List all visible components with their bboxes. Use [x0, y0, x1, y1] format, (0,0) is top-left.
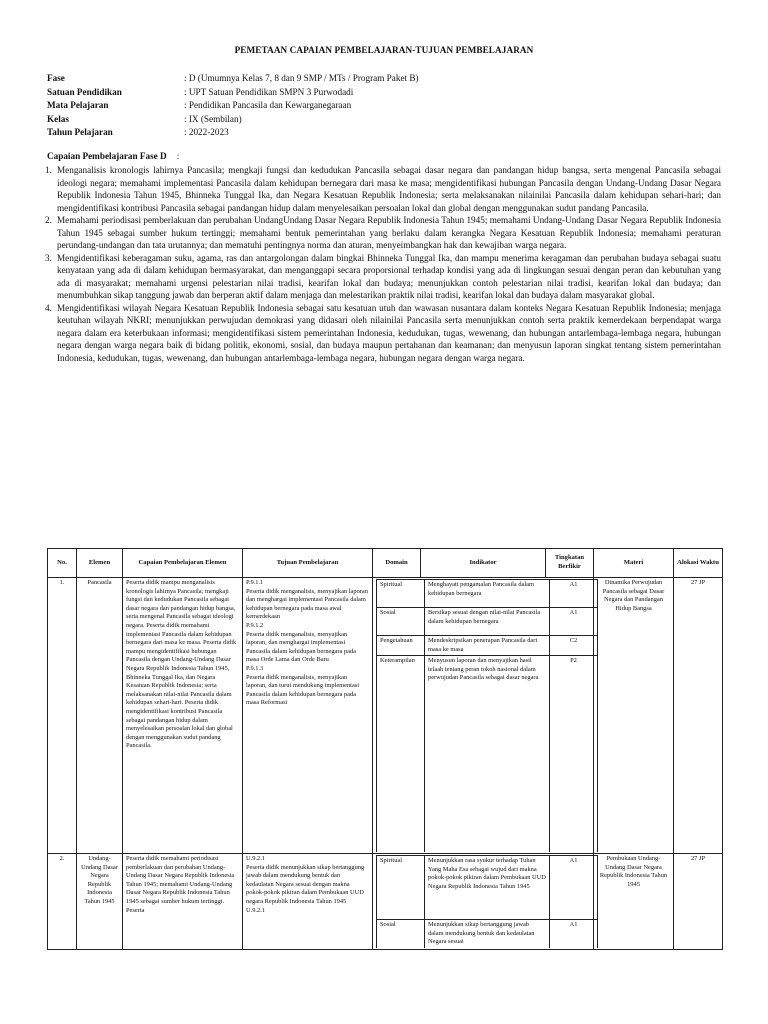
table-row [48, 578, 723, 854]
info-satuan-pendidikan: Satuan Pendidikan : UPT Satuan Pendidikan SMPN 3 Purwodadi [47, 86, 354, 97]
domain-row: Sosial Menunjukkan sikap bertanggung jawab dalam mendukung bentuk dan kedaulatan Negara sesuai A1 [377, 920, 598, 948]
domain-row: Spiritual Menunjukkan rasa syukur terhadap Tuhan Yang Maha Esa sebagai wujud dari makna pokok-pokok pikiran dalam Pembukaan UUD Negara Republik Indonesia Tahun 1945 A1 [377, 856, 598, 920]
cp-item: 3. Mengidentifikasi keberagaman suku, agama, ras dan antargolongan dalam bingkai Bhinneka Tunggal Ika, dan mampu menerima keragaman dan perubahan budaya sebagai suatu kenyataan yang ada di dalam kehidupan bermasyarakat, dan menganggapi secara proporsional terhadap kondisi yang ada di lingkungan sesuai dengan peran dan kebutuhan yang ada di masyarakat; memahami urgensi pelestarian nilai tradisi, kearifan lokal dan budaya; menunjukkan contoh pelestarian nilai tradisi, kearifan lokal dan budaya; dan menumbuhkan sikap tanggung jawab dan berperan aktif dalam menjaga dan melestarikan praktik nilai tradisi, kearifan lokal dan budaya dalam masyarakat global. [45, 252, 721, 300]
mapping-table [47, 548, 723, 950]
cell-cp: Peserta didik memahami periodisasi pemberlakuan dan perubahan Undang-Undang Dasar Negara Republik Indonesia Tahun 1945; memahami Undang-Undang Dasar Negara Republik Indonesia Tahun 1945 sebagai sumber hukum tertinggi. Peserta [123, 854, 243, 950]
cp-list [31, 164, 721, 364]
cell-materi: Pembukaan Undang-Undang Dasar Negara Republik Indonesia Tahun 1945 [594, 854, 674, 950]
cell-waktu: 27 JP [674, 578, 723, 854]
cell-tp: P.9.1.1 Peserta didik menganalisis, menyajikan laporan dan menghargai implementasi Pancasila dalam kehidupan bernegara pada masa awal kemerdekaan P.9.1.2 Peserta didik menganalisis, menyajikan laporan, dan menghargai implementasi Pancasila dalam kehidupan bernegara pada masa Orde Lama dan Orde Baru P.9.1.3 Peserta didik menganalisis, menyajikan laporan, dan turut mendukung implementasi Pancasila dalam kehidupan bernegara pada masa Reformasi [243, 578, 373, 854]
domain-row: Spiritual Menghayati pengamalan Pancasila dalam kehidupan bernegara A1 [377, 580, 598, 608]
info-kelas: Kelas : IX (Sembilan) [47, 113, 242, 124]
cell-tp: U.9.2.1 Peserta didik menunjukkan sikap bertanggung jawab dalam mendukung bentuk dan kedaulatan Negara sesuai dengan makna pokok-pokok pikiran dalam Pembukaan UUD negara Republik Indonesia Tahun 1945 U.9.2.1 [243, 854, 373, 950]
domain-row: Keterampilan Menyusun laporan dan menyajikan hasil telaah tentang peran tokoh nasional dalam perwujudan Pancasila sebagai dasar negara P2 [377, 656, 598, 852]
domain-subtable [376, 855, 598, 948]
header-cp-elemen: Capaian Pembelajaran Elemen [123, 549, 243, 578]
cp-item: 2. Memahami periodisasi pemberlakuan dan perubahan UndangUndang Dasar Negara Republik Indonesia Tahun 1945; memahami Undang-Undang Dasar Negara Republik Indonesia Tahun 1945 sebagai sumber hukum tertinggi; memahami bentuk pemerintahan yang berlaku dalam kerangka Negara Kesatuan Republik Indonesia; memahami peraturan perundang-undangan dan tata urutannya; dan mematuhi pentingnya norma dan aturan, menyeimbangkan hak dan kewajiban warga negara. [45, 215, 721, 250]
header-materi: Materi [594, 549, 674, 578]
domain-subtable [376, 579, 598, 852]
header-tujuan: Tujuan Pembelajaran [243, 549, 373, 578]
cell-domain-group [373, 854, 594, 950]
header-indikator: Indikator [421, 549, 546, 578]
info-tahun-pelajaran: Tahun Pelajaran : 2022-2023 [47, 127, 229, 138]
document-title: PEMETAAN CAPAIAN PEMBELAJARAN-TUJUAN PEMBELAJARAN [234, 45, 534, 55]
info-mata-pelajaran: Mata Pelajaran : Pendidikan Pancasila dan Kewarganegaraan [47, 100, 352, 111]
header-tingkatan: Tingkatan Berfikir [546, 549, 594, 578]
cp-heading: Capaian Pembelajaran Fase D : [47, 151, 180, 161]
document-info [47, 72, 419, 140]
cell-elemen: Undang-Undang Dasar Negara Republik Indonesia Tahun 1945 [77, 854, 123, 950]
cell-no: 1. [48, 578, 77, 854]
cell-domain-group [373, 578, 594, 854]
header-domain: Domain [373, 549, 421, 578]
info-fase: Fase : D (Umumnya Kelas 7, 8 dan 9 SMP / MTs / Program Paket B) [47, 73, 419, 83]
table-row [48, 854, 723, 950]
header-alokasi: Alokasi Waktu [674, 549, 723, 578]
header-elemen: Elemen [77, 549, 123, 578]
table-header-row [48, 549, 723, 578]
cp-item: 1. Menganalisis kronologis lahirnya Pancasila; mengkaji fungsi dan kedudukan Pancasila sebagai dasar negara dan pandangan hidup bangsa, serta mengenal Pancasila sebagai ideologi negara; memahami implementasi Pancasila dalam kehidupan bernegara dari masa ke masa; mengidentifikasi hubungan Pancasila dengan Undang-Undang Dasar Negara Republik Indonesia Tahun 1945, Bhinneka Tunggal Ika, dan Negara Kesatuan Republik Indonesia; serta melaksanakan nilainilai Pancasila dalam kehidupan sehari-hari; dan mengidentifikasi kontribusi Pancasila sebagai pandangan hidup dalam menyelesaikan persoalan lokal dan global dengan menggunakan sudut pandang Pancasila. [45, 165, 721, 213]
cell-materi: Dinamika Perwujudan Pancasila sebagai Dasar Negara dan Pandangan Hidup Bangsa [594, 578, 674, 854]
cp-item: 4. Mengidentifikasi wilayah Negara Kesatuan Republik Indonesia sebagai satu kesatuan utuh dan wawasan nusantara dalam konteks Negara Kesatuan Republik Indonesia; menjaga keutuhan wilayah NKRI; menunjukkan perwujudan demokrasi yang didasari oleh nilainilai Pancasila serta menunjukkan contoh serta praktik kemerdekaan berpendapat warga negara dalam era keterbukaan informasi; mengidentifikasi sistem pemerintahan Indonesia, kedudukan, tugas, wewenang, dan hubungan antarlembaga-lembaga negara, hubungan negara dengan warga negara baik di bidang politik, ekonomi, sosial, dan budaya maupun pertahanan dan keamanan; dan menyusun laporan singkat tentang sistem pemerintahan Indonesia, kedudukan, tugas, wewenang, dan hubungan antarlembaga-lembaga negara, hubungan negara dengan warga negara. [45, 302, 721, 363]
domain-row: Pengetahuan Mendeskripsikan penerapan Pancasila dari masa ke masa C2 [377, 636, 598, 656]
cell-elemen: Pancasila [77, 578, 123, 854]
cell-cp: Peserta didik mampu menganalisis kronologis lahirnya Pancasila; mengkaji fungsi dan kedudukan Pancasila sebagai dasar negara dan pandangan hidup bangsa, serta mengenal Pancasila sebagai ideologi negara. Peserta didik memahami implementasi Pancasila dalam kehidupan bernegara dari masa ke masa. Peserta didik mampu mengidentifikasi hubungan Pancasila dengan Undang-Undang Dasar Negara Republik Indonesia Tahun 1945, Bhinneka Tunggal Ika, dan Negara Kesatuan Republik Indonesia; serta melaksanakan nilai-nilai Pancasila dalam kehidupan sehari-hari. Peserta didik mengidentifikasi kontribusi Pancasila sebagai pandangan hidup dalam menyelesaikan persoalan lokal dan global dengan menggunakan sudut pandang Pancasila. [123, 578, 243, 854]
cell-no: 2. [48, 854, 77, 950]
domain-row: Sosial Bersikap sesuai dengan nilai-nilai Pancasila dalam kehidupan bernegara A1 [377, 608, 598, 636]
header-no: No. [48, 549, 77, 578]
cell-waktu: 27 JP [674, 854, 723, 950]
